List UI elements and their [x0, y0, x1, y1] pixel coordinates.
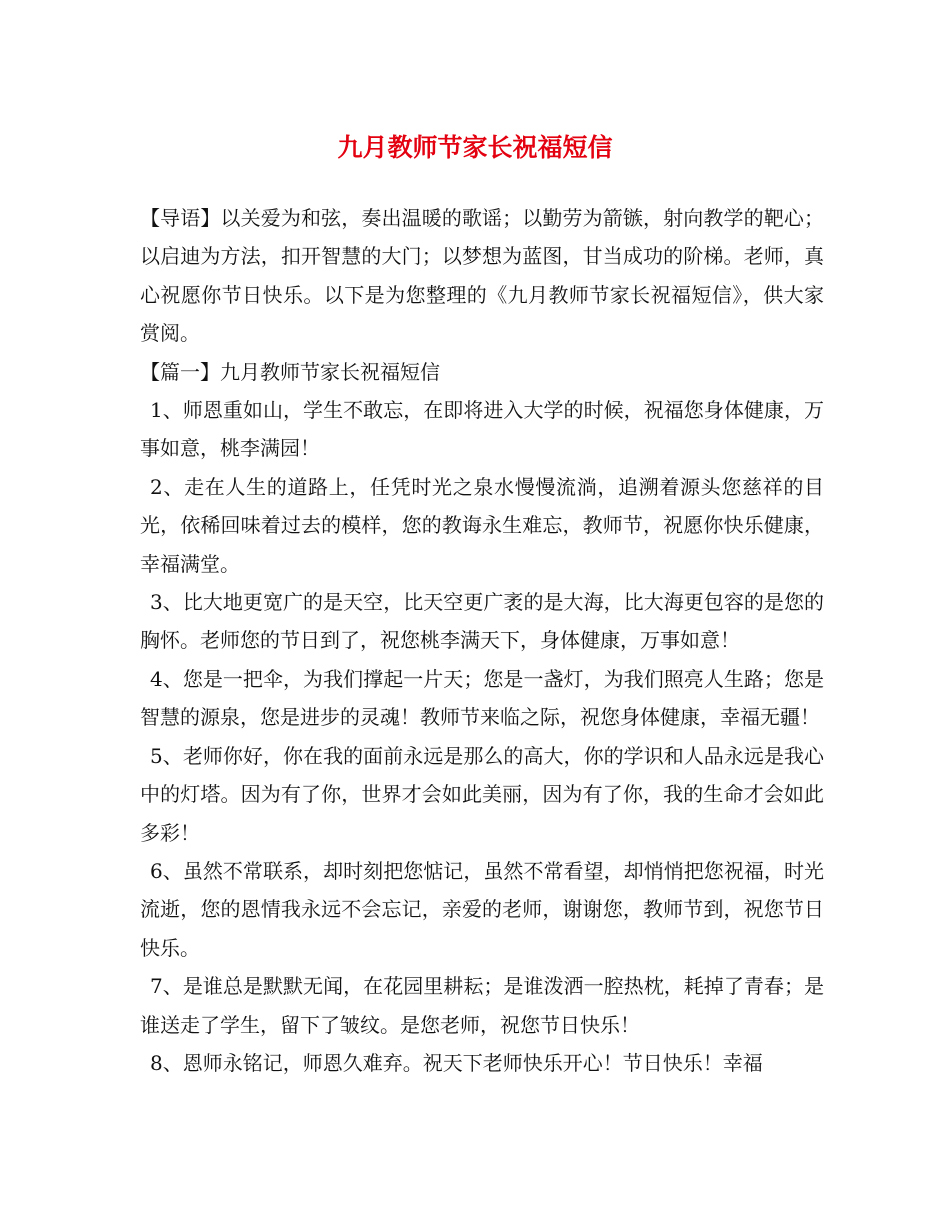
- section-heading: 【篇一】九月教师节家长祝福短信: [140, 359, 440, 384]
- list-item: [140, 852, 824, 967]
- list-item: [140, 737, 824, 852]
- list-item: [140, 468, 824, 583]
- item-text: 您是一把伞，为我们撑起一片天；您是一盏灯，为我们照亮人生路；您是智慧的源泉，您是进步的灵魂！教师节来临之际，祝您身体健康，幸福无疆！: [140, 666, 825, 730]
- item-number: 1、: [150, 398, 183, 423]
- item-text: 师恩重如山，学生不敢忘，在即将进入大学的时候，祝福您身体健康，万事如意，桃李满园！: [140, 398, 825, 461]
- item-text: 恩师永铭记，师恩久难弃。祝天下老师快乐开心！节日快乐！幸福: [182, 1050, 763, 1075]
- item-text: 是谁总是默默无闻，在花园里耕耘；是谁泼洒一腔热枕，耗掉了青春；是谁送走了学生，留下了皱纹。是您老师，祝您节日快乐！: [140, 974, 825, 1037]
- intro-paragraph: 【导语】以关爱为和弦，奏出温暖的歌谣；以勤劳为箭镞，射向教学的靶心；以启迪为方法，扣开智慧的大门；以梦想为蓝图，甘当成功的阶梯。老师，真心祝愿你节日快乐。以下是为您整理的《九月教师节家长祝福短信》，供大家赏阅。: [140, 206, 824, 346]
- document-title: 九月教师节家长祝福短信: [337, 133, 613, 162]
- item-number: 6、: [150, 858, 183, 883]
- item-number: 8、: [150, 1050, 183, 1075]
- item-text: 走在人生的道路上，任凭时光之泉水慢慢流淌，追溯着源头您慈祥的目光，依稀回味着过去的模样，您的教诲永生难忘，教师节，祝愿你快乐健康，幸福满堂。: [140, 474, 824, 576]
- list-item: [140, 583, 824, 660]
- document-body: [140, 199, 824, 1082]
- list-item: [140, 391, 824, 468]
- item-number: 5、: [150, 743, 183, 768]
- item-number: 3、: [150, 590, 183, 615]
- item-text: 虽然不常联系，却时刻把您惦记，虽然不常看望，却悄悄把您祝福，时光流逝，您的恩情我永远不会忘记，亲爱的老师，谢谢您，教师节到，祝您节日快乐。: [140, 858, 825, 960]
- item-number: 4、: [150, 666, 183, 691]
- list-item: [140, 660, 824, 737]
- list-item: [140, 1044, 824, 1082]
- item-text: 比大地更宽广的是天空，比天空更广袤的是大海，比大海更包容的是您的胸怀。老师您的节日到了，祝您桃李满天下，身体健康，万事如意！: [140, 590, 825, 653]
- item-text: 老师你好，你在我的面前永远是那么的高大，你的学识和人品永远是我心中的灯塔。因为有了你，世界才会如此美丽，因为有了你，我的生命才会如此多彩！: [140, 743, 825, 845]
- item-number: 7、: [150, 974, 183, 999]
- item-number: 2、: [150, 474, 185, 499]
- list-item: [140, 967, 824, 1044]
